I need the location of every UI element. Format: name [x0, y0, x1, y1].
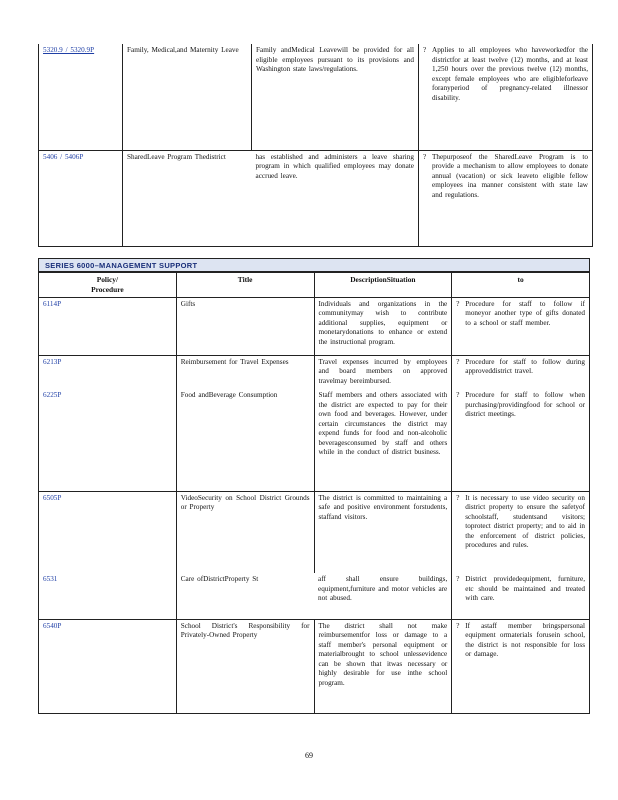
policy-code[interactable]: 6505P — [43, 493, 62, 502]
policy-description: Family andMedical Leavewill be provided for all eligible employees pursuant to its provisions and Washington state laws/regulations. — [252, 44, 419, 150]
policy-code[interactable]: 6540P — [43, 621, 62, 630]
table-row — [39, 491, 590, 573]
bullet-icon: ? — [423, 152, 427, 161]
bullet-icon: ? — [456, 621, 460, 630]
column-header-description: DescriptionSituation — [314, 273, 452, 298]
situation-cell — [456, 300, 585, 329]
policy-description: Travel expenses incurred by employees and board members on approved travelmay bereimbursed. — [314, 355, 452, 389]
table-row — [39, 150, 593, 246]
policy-code[interactable]: 6531 — [43, 575, 58, 584]
policy-title: SharedLeave Program Thedistrict — [123, 150, 252, 246]
policy-code[interactable]: 6213P — [43, 357, 62, 366]
column-header-title: Title — [176, 273, 314, 298]
bullet-icon: ? — [456, 575, 460, 584]
policy-title: School District's Responsibility for Privately-Owned Property — [176, 619, 314, 713]
policy-situation: Procedure for staff to follow during approveddistrict travel. — [465, 357, 585, 376]
table-row — [39, 389, 590, 491]
table-row — [39, 297, 590, 355]
policy-description: Staff members and others associated with the district are expected to pay for their own food and beverages. However, under certain circumstances the district may expend funds for food and non-alcoholic beveragesconsumed by staff and others while in the conduct of district business. — [314, 389, 452, 491]
situation-cell — [456, 358, 585, 377]
policy-code[interactable]: 6225P — [43, 391, 62, 400]
situation-cell — [456, 391, 585, 420]
policy-description: The district is committed to maintaining a safe and positive environment forstudents, staffand visitors. — [314, 491, 452, 573]
policy-title: VideoSecurity on School District Grounds or Property — [176, 491, 314, 573]
policy-situation: District providedequipment, furniture, etc should be maintained and treated with care. — [465, 575, 585, 603]
table-row — [39, 355, 590, 389]
policy-title: Care ofDistrictProperty St — [176, 573, 314, 619]
top-policy-table — [38, 44, 593, 247]
series-header: SERIES 6000–MANAGEMENT SUPPORT — [38, 258, 590, 272]
table-row — [39, 573, 590, 619]
column-header-situation: to — [452, 273, 590, 298]
situation-cell — [456, 575, 585, 604]
policy-code[interactable]: 6114P — [43, 299, 62, 308]
bullet-icon: ? — [456, 493, 460, 502]
policy-code-link[interactable]: 5320.9 / 5320.9P — [43, 46, 95, 54]
management-support-table — [38, 272, 590, 714]
page-number: 69 — [305, 751, 313, 760]
column-header-row — [39, 273, 590, 298]
policy-description: aff shall ensure buildings, equipment,furniture and motor vehicles are not abused. — [314, 573, 452, 619]
policy-title: Gifts — [176, 297, 314, 355]
bullet-icon: ? — [456, 391, 460, 400]
policy-situation: If astaff member bringspersonal equipment ormaterials forusein school, the district is not responsible for loss or damage. — [465, 621, 585, 659]
policy-situation: It is necessary to use video security on district property to ensure the safetyof schoolstaff, studentsand visitors; toprotect district property; and to aid in the enforcement of district policies, procedures and rules. — [465, 493, 585, 550]
policy-description: The district shall not make reimbursementfor loss or damage to a staff member's personal equipment or materialbrought to school unlessevidence can be shown that itwas necessary or highly desirable for use inthe school program. — [314, 619, 452, 713]
policy-title: Food andBeverage Consumption — [176, 389, 314, 491]
bullet-icon: ? — [456, 357, 460, 366]
bullet-icon: ? — [423, 46, 427, 54]
column-header-policy: Policy/ Procedure — [39, 273, 177, 298]
situation-cell — [456, 622, 585, 660]
policy-description: Individuals and organizations in the communitymay wish to contribute additional supplies, equipment or monetarydonations to enhance or extend the instructional program. — [314, 297, 452, 355]
situation-cell — [423, 46, 588, 103]
policy-title: Family, Medical,and Maternity Leave — [123, 44, 252, 150]
policy-code[interactable]: 5406 / 5406P — [43, 152, 84, 161]
policy-situation: Applies to all employees who haveworkedfor the districtfor at least twelve (12) months, and at least 1,250 hours over the previous twelve (12) months, except female employees who are eligibleforleave foranyperiod of pregnancy-related illnessor disability. — [432, 46, 588, 102]
bullet-icon: ? — [456, 299, 460, 308]
situation-cell — [423, 153, 588, 201]
policy-title: Reimbursement for Travel Expenses — [176, 355, 314, 389]
table-row — [39, 44, 593, 150]
policy-situation: Procedure for staff to follow when purchasing/providingfood for school or district meetings. — [465, 391, 585, 419]
situation-cell — [456, 494, 585, 551]
policy-situation: Procedure for staff to follow if moneyor another type of gifts donated to a school or staff member. — [465, 299, 585, 327]
policy-description: has established and administers a leave sharing program in which qualified employees may donate accrued leave. — [252, 150, 419, 246]
policy-situation: Thepurposeof the SharedLeave Program is to provide a mechanism to allow employees to donate annual (vacation) or sick leaveto eligible fellow employees ina manner consistent with state law and regulations. — [432, 152, 588, 199]
table-row — [39, 619, 590, 713]
